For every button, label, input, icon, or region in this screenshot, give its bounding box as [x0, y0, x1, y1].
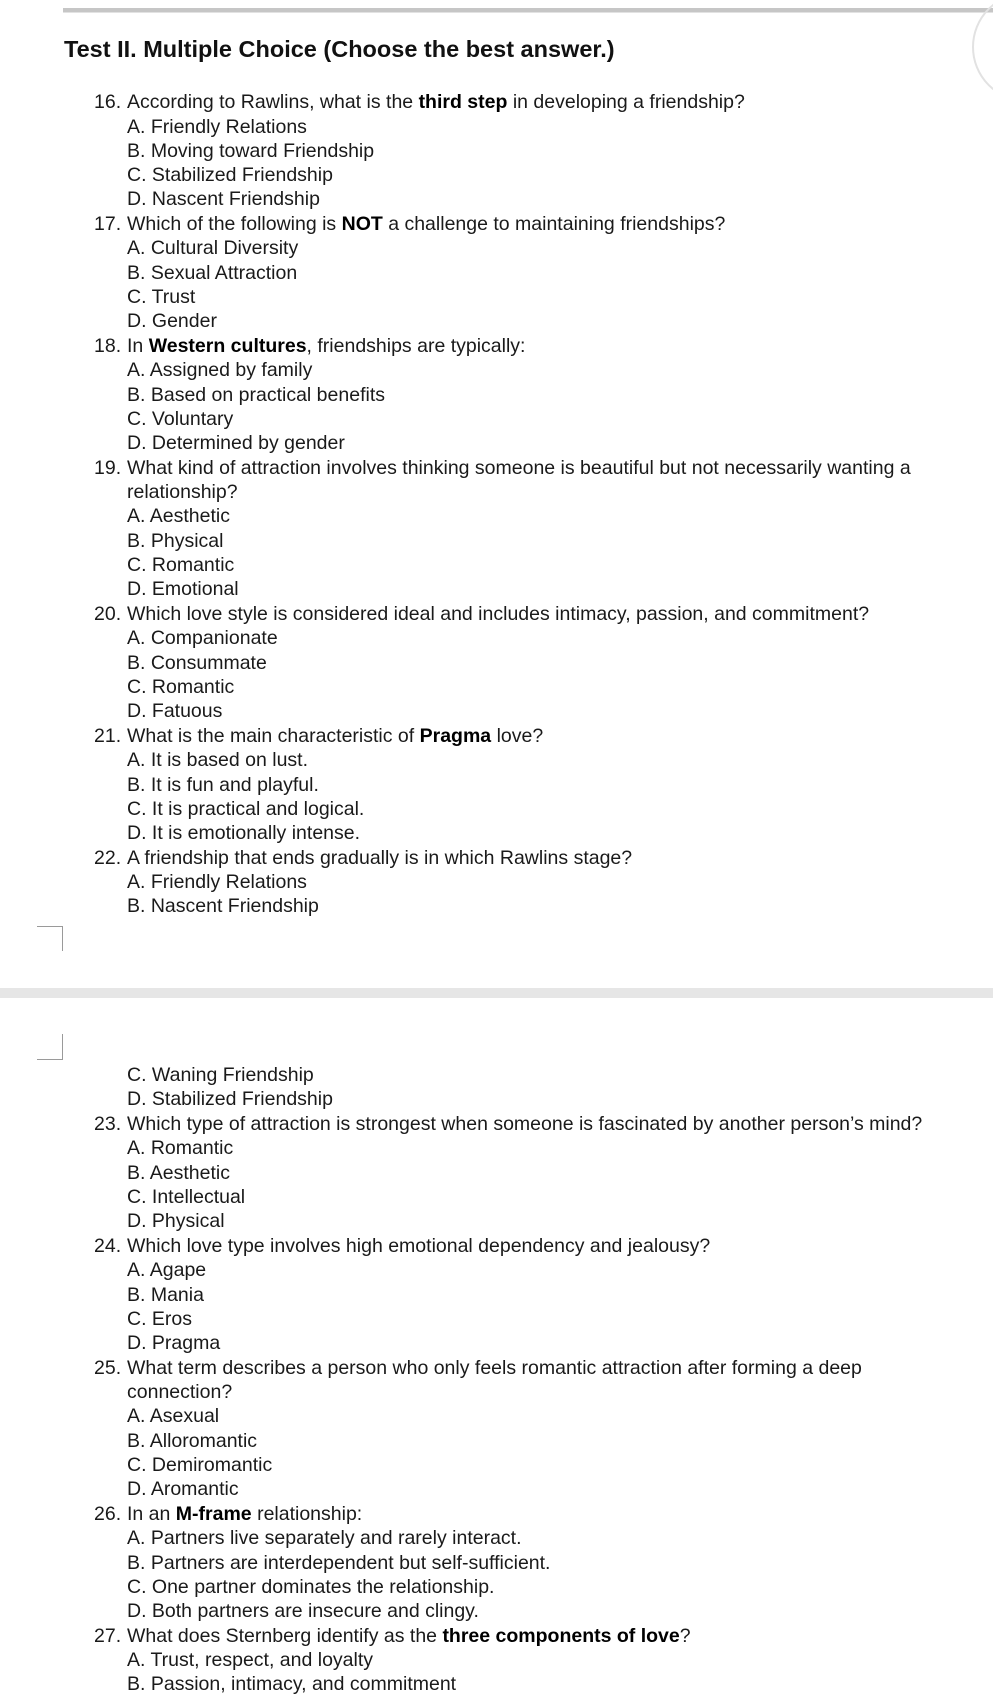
question-text	[127, 1112, 922, 1136]
question-text	[127, 1502, 362, 1526]
question-text	[127, 212, 725, 236]
question-text	[127, 90, 745, 114]
answer-option[interactable]: B. Based on practical benefits	[127, 384, 385, 406]
answer-option[interactable]: C. Stabilized Friendship	[127, 164, 333, 186]
question-text-part: A friendship that ends gradually is in which Rawlins stage?	[127, 847, 633, 869]
answer-option[interactable]: B. Partners are interdependent but self-sufficient.	[127, 1552, 551, 1574]
answer-option[interactable]: A. Trust, respect, and loyalty	[127, 1649, 374, 1671]
answer-option[interactable]: B. Sexual Attraction	[127, 262, 298, 284]
answer-option[interactable]: A. Companionate	[127, 627, 278, 649]
question-text-part: What term describes a person who only feels romantic attraction after forming a deep	[127, 1357, 862, 1379]
answer-option[interactable]: C. Demiromantic	[127, 1454, 273, 1476]
question-text-part: in developing a friendship?	[507, 91, 745, 113]
answer-option[interactable]: C. Romantic	[127, 554, 235, 576]
answer-option[interactable]: D. Both partners are insecure and clingy.	[127, 1600, 479, 1622]
answer-option[interactable]: C. One partner dominates the relationship.	[127, 1576, 495, 1598]
question-text	[127, 724, 543, 748]
question-number: 23.	[94, 1113, 122, 1135]
question-text	[127, 1356, 862, 1380]
answer-option[interactable]: B. Nascent Friendship	[127, 895, 319, 917]
question-text-part: Which love type involves high emotional dependency and jealousy?	[127, 1235, 711, 1257]
answer-option[interactable]: B. Consummate	[127, 652, 267, 674]
answer-option[interactable]: A. It is based on lust.	[127, 749, 309, 771]
question-text-part: According to Rawlins, what is the	[127, 91, 419, 113]
answer-option[interactable]: C. It is practical and logical.	[127, 798, 365, 820]
question-text	[127, 602, 869, 626]
answer-option[interactable]: C. Eros	[127, 1308, 193, 1330]
answer-option[interactable]: A. Assigned by family	[127, 359, 313, 381]
question-text-part: Which type of attraction is strongest when someone is fascinated by another person’s mind?	[127, 1113, 923, 1135]
answer-option[interactable]: B. Physical	[127, 530, 224, 552]
answer-option[interactable]: B. Aesthetic	[127, 1162, 230, 1184]
answer-option[interactable]: D. Physical	[127, 1210, 225, 1232]
answer-option[interactable]: D. Determined by gender	[127, 432, 345, 454]
answer-option[interactable]: C. Waning Friendship	[127, 1064, 314, 1086]
question-text	[127, 334, 525, 358]
question-text-part: love?	[491, 725, 544, 747]
answer-option[interactable]: A. Friendly Relations	[127, 116, 307, 138]
question-number: 26.	[94, 1503, 122, 1525]
answer-option[interactable]: D. Gender	[127, 310, 217, 332]
question-number: 27.	[94, 1625, 122, 1647]
answer-option[interactable]: C. Intellectual	[127, 1186, 246, 1208]
question-number: 20.	[94, 603, 122, 625]
question-emphasis: Western cultures	[148, 335, 307, 357]
question-text	[127, 456, 911, 480]
answer-option[interactable]: D. Fatuous	[127, 700, 223, 722]
question-text-part: a challenge to maintaining friendships?	[382, 213, 726, 235]
answer-option[interactable]: C. Trust	[127, 286, 196, 308]
answer-option[interactable]: C. Voluntary	[127, 408, 234, 430]
answer-option[interactable]: B. Alloromantic	[127, 1430, 258, 1452]
answer-option[interactable]: A. Cultural Diversity	[127, 237, 299, 259]
question-text-part: Which of the following is	[127, 213, 342, 235]
answer-option[interactable]: B. Mania	[127, 1284, 204, 1306]
question-text-part: In an	[127, 1503, 176, 1525]
answer-option[interactable]: A. Aesthetic	[127, 505, 230, 527]
answer-option[interactable]: D. It is emotionally intense.	[127, 822, 361, 844]
question-text-continuation: connection?	[127, 1381, 233, 1403]
question-number: 24.	[94, 1235, 122, 1257]
question-emphasis: NOT	[341, 213, 383, 235]
question-text-part: ?	[679, 1625, 691, 1647]
page-break	[0, 988, 993, 998]
question-number: 25.	[94, 1357, 122, 1379]
answer-option[interactable]: A. Agape	[127, 1259, 207, 1281]
answer-option[interactable]: D. Aromantic	[127, 1478, 239, 1500]
question-text-part: What kind of attraction involves thinking someone is beautiful but not necessarily wanting a	[127, 457, 911, 479]
answer-option[interactable]: A. Romantic	[127, 1137, 234, 1159]
question-text-part: In	[127, 335, 149, 357]
answer-option[interactable]: C. Romantic	[127, 676, 235, 698]
question-text-part: What is the main characteristic of	[127, 725, 420, 747]
question-emphasis: three components of love	[442, 1625, 680, 1647]
question-text-part: relationship:	[251, 1503, 363, 1525]
answer-option[interactable]: D. Pragma	[127, 1332, 221, 1354]
answer-option[interactable]: D. Nascent Friendship	[127, 188, 320, 210]
answer-option[interactable]: B. Passion, intimacy, and commitment	[127, 1673, 457, 1695]
page-title: Test II. Multiple Choice (Choose the best answer.)	[64, 36, 615, 62]
answer-option[interactable]: A. Friendly Relations	[127, 871, 307, 893]
answer-option[interactable]: D. Emotional	[127, 578, 239, 600]
crop-mark-bottom	[37, 1034, 63, 1060]
question-number: 18.	[94, 335, 122, 357]
question-number: 21.	[94, 725, 122, 747]
question-text-part: Which love style is considered ideal and includes intimacy, passion, and commitment?	[127, 603, 870, 625]
answer-option[interactable]: D. Stabilized Friendship	[127, 1088, 333, 1110]
question-emphasis: Pragma	[419, 725, 492, 747]
question-emphasis: M-frame	[175, 1503, 252, 1525]
question-number: 17.	[94, 213, 122, 235]
question-text	[127, 1624, 691, 1648]
answer-option[interactable]: A. Asexual	[127, 1405, 220, 1427]
crop-mark-top	[37, 926, 63, 951]
question-text-continuation: relationship?	[127, 481, 238, 503]
question-number: 19.	[94, 457, 122, 479]
answer-option[interactable]: B. Moving toward Friendship	[127, 140, 375, 162]
question-text-part: , friendships are typically:	[306, 335, 526, 357]
question-text	[127, 846, 632, 870]
answer-option[interactable]: A. Partners live separately and rarely interact.	[127, 1527, 522, 1549]
question-number: 16.	[94, 91, 122, 113]
answer-option[interactable]: B. It is fun and playful.	[127, 774, 319, 796]
question-emphasis: third step	[418, 91, 508, 113]
question-number: 22.	[94, 847, 122, 869]
question-text-part: What does Sternberg identify as the	[127, 1625, 443, 1647]
question-text	[127, 1234, 710, 1258]
